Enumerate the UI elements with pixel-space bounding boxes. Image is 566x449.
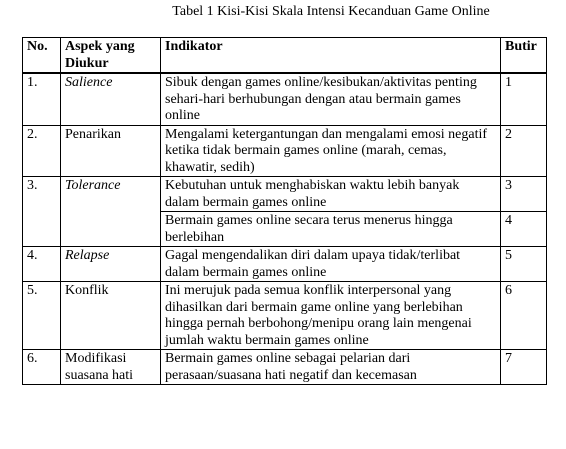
row-butir: 5 [501, 247, 547, 282]
row-indikator: Kebutuhan untuk menghabiskan waktu lebih banyak dalam bermain games online [161, 177, 501, 212]
row-butir: 4 [501, 212, 547, 247]
row-indikator: Mengalami ketergantungan dan mengalami emosi negatif ketika tidak bermain games online (marah, cemas, khawatir, sedih) [161, 125, 501, 177]
row-indikator: Bermain games online secara terus menerus hingga berlebihan [161, 212, 501, 247]
row-indikator: Sibuk dengan games online/kesibukan/aktivitas penting sehari-hari berhubungan dengan atau bermain games online [161, 73, 501, 125]
row-aspek: Relapse [61, 247, 161, 282]
row-aspek: Penarikan [61, 125, 161, 177]
table-row [23, 350, 547, 385]
row-butir: 6 [501, 282, 547, 350]
header-butir: Butir [501, 38, 547, 74]
row-no: 1. [23, 73, 61, 125]
header-no: No. [23, 38, 61, 74]
table-caption: Tabel 1 Kisi-Kisi Skala Intensi Kecanduan Game Online [172, 4, 490, 19]
row-no: 6. [23, 350, 61, 385]
row-no: 5. [23, 282, 61, 350]
row-no: 2. [23, 125, 61, 177]
table-row [23, 177, 547, 212]
row-aspek: Tolerance [61, 177, 161, 247]
header-aspek: Aspek yang Diukur [61, 38, 161, 74]
row-butir: 7 [501, 350, 547, 385]
table-row [23, 73, 547, 125]
row-indikator: Bermain games online sebagai pelarian dari perasaan/suasana hati negatif dan kecemasan [161, 350, 501, 385]
row-aspek: Modifikasi suasana hati [61, 350, 161, 385]
header-indikator: Indikator [161, 38, 501, 74]
row-no: 4. [23, 247, 61, 282]
row-indikator: Gagal mengendalikan diri dalam upaya tidak/terlibat dalam bermain games online [161, 247, 501, 282]
row-aspek: Konflik [61, 282, 161, 350]
table-row [23, 282, 547, 350]
row-aspek: Salience [61, 73, 161, 125]
row-butir: 2 [501, 125, 547, 177]
table-row [23, 125, 547, 177]
row-indikator: Ini merujuk pada semua konflik interpersonal yang dihasilkan dari bermain game online yang berlebihan hingga pernah berbohong/menipu orang lain mengenai jumlah waktu bermain games online [161, 282, 501, 350]
row-butir: 3 [501, 177, 547, 212]
row-butir: 1 [501, 73, 547, 125]
kisi-kisi-table [22, 37, 547, 385]
row-no: 3. [23, 177, 61, 247]
table-header-row [23, 38, 547, 74]
table-row [23, 247, 547, 282]
